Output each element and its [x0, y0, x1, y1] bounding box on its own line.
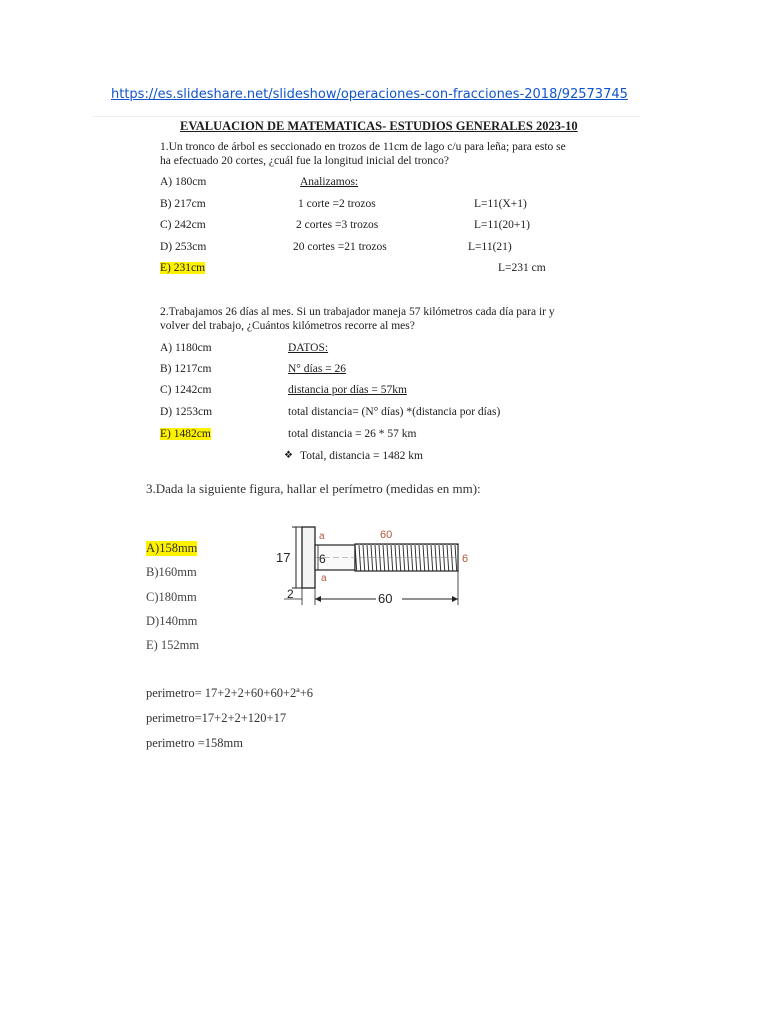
- figure-label-length: 60: [378, 591, 393, 606]
- q1-option-c: C) 242cm: [160, 219, 206, 231]
- q2-option-c: C) 1242cm: [160, 384, 212, 396]
- q2-option-e-answer: E) 1482cm: [160, 428, 211, 440]
- exam-title: EVALUACION DE MATEMATICAS- ESTUDIOS GENERALES 2023-10: [180, 119, 578, 133]
- q2-data-heading: DATOS:: [288, 342, 329, 354]
- q1-text-line1: 1.Un tronco de árbol es seccionado en trozos de 11cm de lago c/u para leña; para esto se: [160, 141, 566, 153]
- q2-option-d: D) 1253cm: [160, 406, 213, 418]
- q3-option-b: B)160mm: [146, 565, 197, 579]
- q3-work-line3: perimetro =158mm: [146, 736, 243, 750]
- q1-step-2: 2 cortes =3 trozos: [296, 219, 379, 231]
- q2-data-formula: total distancia= (N° días) *(distancia por días): [288, 406, 501, 418]
- figure-label-inner: 6: [319, 552, 326, 566]
- q3-option-c: C)180mm: [146, 590, 197, 604]
- q3-question: 3.Dada la siguiente figura, hallar el perímetro (medidas en mm):: [146, 481, 481, 496]
- q3-option-e: E) 152mm: [146, 638, 200, 652]
- figure-label-thread: 60: [380, 529, 393, 541]
- q1-formula-3: L=11(21): [468, 241, 512, 253]
- q2-data-days: N° días = 26: [288, 363, 347, 375]
- q2-text-line2: volver del trabajo, ¿Cuántos kilómetros recorre al mes?: [160, 320, 415, 332]
- figure-label-head: 2: [287, 587, 294, 601]
- q1-analysis-heading: Analizamos:: [300, 176, 359, 188]
- q1-step-3: 20 cortes =21 trozos: [293, 241, 387, 253]
- q3-work-line2: perimetro=17+2+2+120+17: [146, 711, 287, 725]
- q2-option-b: B) 1217cm: [160, 363, 212, 375]
- figure-label-a-bottom: a: [321, 573, 327, 584]
- q3-option-a-answer: A)158mm: [146, 541, 198, 555]
- figure-label-right: 6: [462, 553, 469, 565]
- q1-step-1: 1 corte =2 trozos: [298, 198, 376, 210]
- q3-work-line1: perimetro= 17+2+2+60+60+2ª+6: [146, 686, 314, 700]
- q1-formula-1: L=11(X+1): [474, 198, 527, 210]
- q1-option-e-answer: E) 231cm: [160, 262, 206, 274]
- q1-option-a: A) 180cm: [160, 176, 207, 188]
- q1-option-d: D) 253cm: [160, 241, 207, 253]
- q2-total: Total, distancia = 1482 km: [300, 450, 423, 462]
- source-link[interactable]: https://es.slideshare.net/slideshow/operaciones-con-fracciones-2018/92573745: [111, 87, 628, 102]
- figure-label-height: 17: [276, 550, 291, 565]
- figure-label-a-top: a: [319, 531, 325, 542]
- q3-option-d: D)140mm: [146, 614, 198, 628]
- q2-data-distance: distancia por días = 57km: [288, 384, 407, 396]
- bolt-head: [302, 527, 315, 588]
- q1-option-b: B) 217cm: [160, 198, 206, 210]
- q2-option-a: A) 1180cm: [160, 342, 212, 354]
- q1-formula-2: L=11(20+1): [474, 219, 530, 231]
- bolt-figure: [270, 515, 480, 615]
- q1-text-line2: ha efectuado 20 cortes, ¿cuál fue la longitud inicial del tronco?: [160, 155, 449, 167]
- q1-formula-result: L=231 cm: [498, 262, 546, 274]
- q2-data-calculation: total distancia = 26 * 57 km: [288, 428, 417, 440]
- diamond-bullet-icon: ❖: [284, 450, 293, 461]
- divider: [92, 116, 640, 117]
- q2-text-line1: 2.Trabajamos 26 días al mes. Si un trabajador maneja 57 kilómetros cada día para ir y: [160, 306, 555, 318]
